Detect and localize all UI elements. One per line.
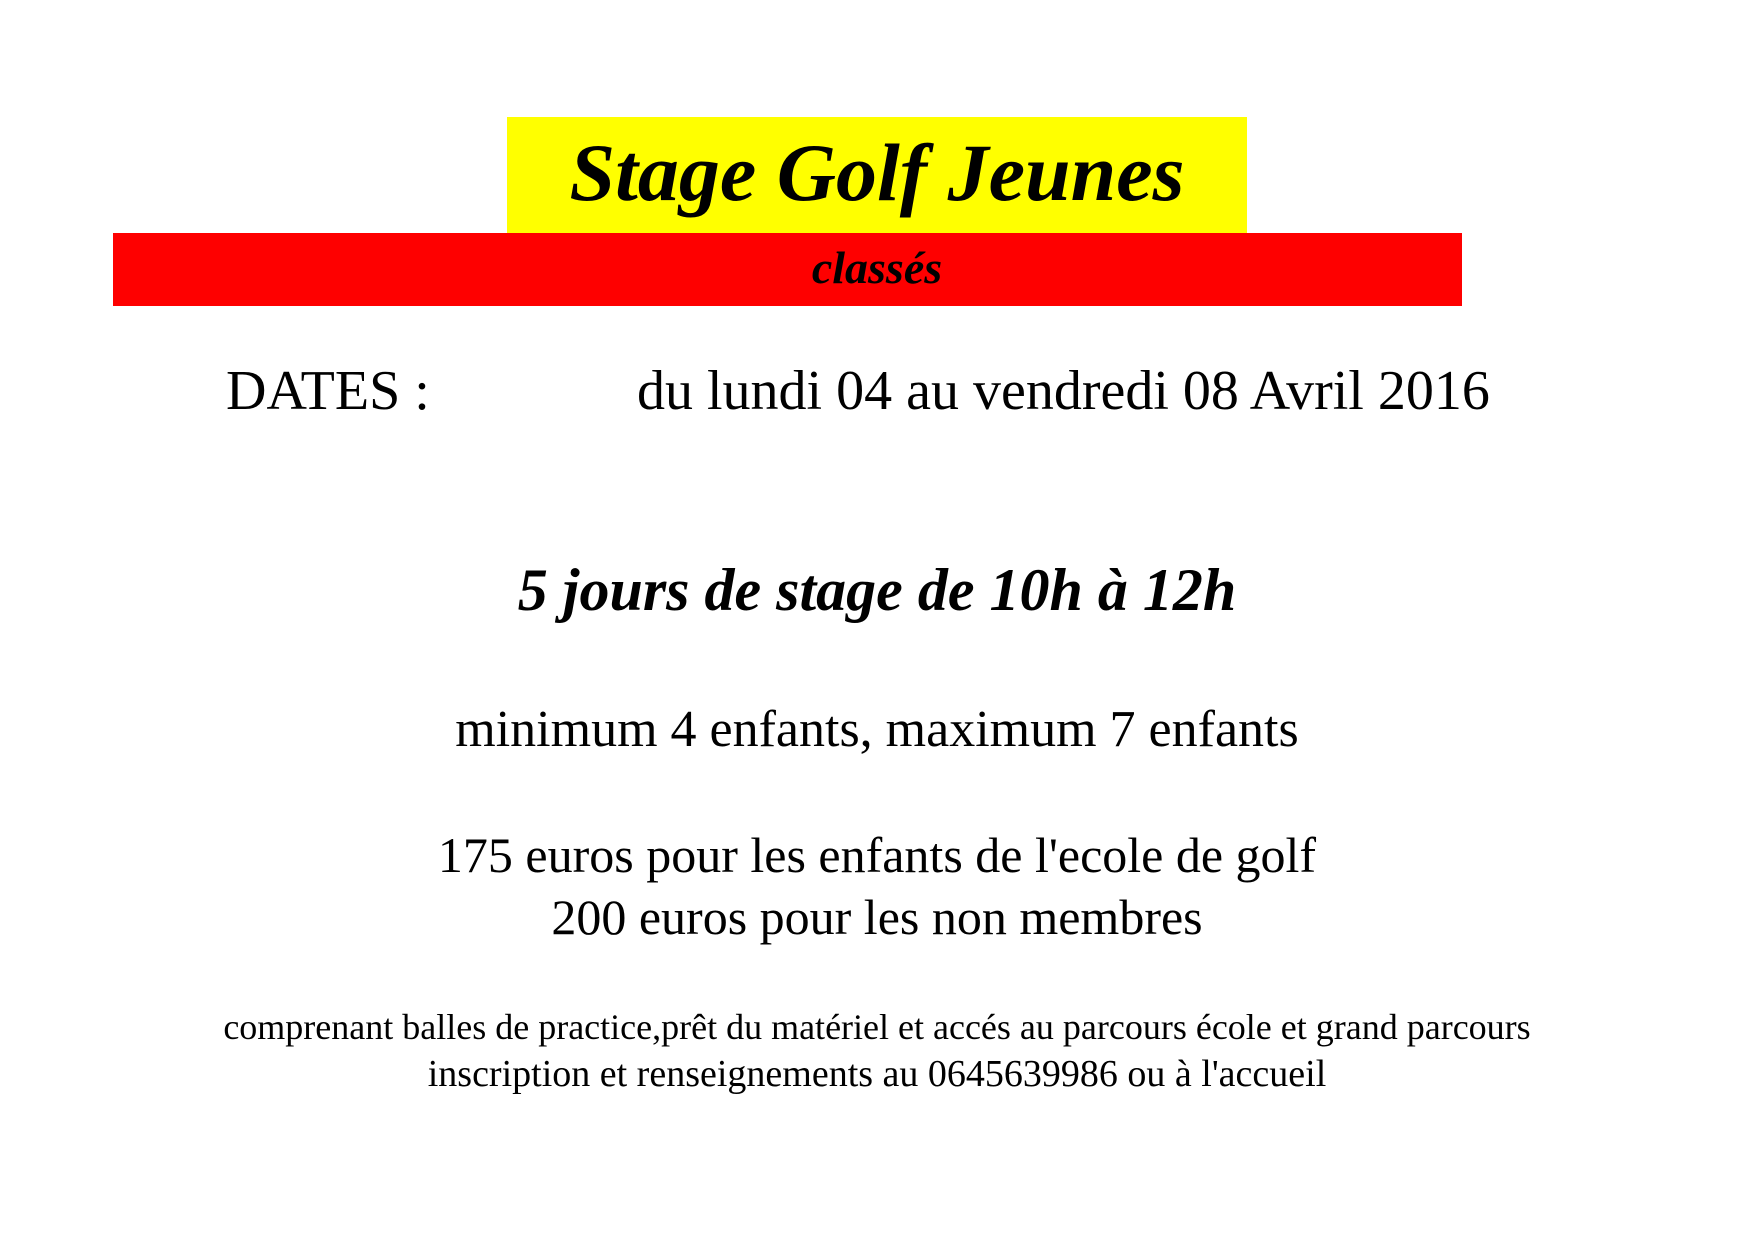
page-title: Stage Golf Jeunes	[569, 127, 1185, 218]
dates-row	[0, 358, 1754, 424]
pricing-block	[0, 824, 1754, 948]
includes-line: comprenant balles de practice,prêt du matériel et accés au parcours école et grand parcours	[223, 1007, 1531, 1047]
subtitle: classés	[811, 242, 943, 293]
title-highlight-box	[507, 117, 1247, 233]
dates-label: DATES :	[226, 360, 430, 422]
schedule-line: 5 jours de stage de 10h à 12h	[517, 557, 1237, 623]
dates-value: du lundi 04 au vendredi 08 Avril 2016	[637, 360, 1490, 422]
capacity-line: minimum 4 enfants, maximum 7 enfants	[455, 701, 1299, 758]
contact-line: inscription et renseignements au 0645639986 ou à l'accueil	[427, 1053, 1327, 1095]
price-members-line: 175 euros pour les enfants de l'ecole de golf	[437, 827, 1317, 883]
price-non-members-line: 200 euros pour les non membres	[551, 889, 1203, 945]
